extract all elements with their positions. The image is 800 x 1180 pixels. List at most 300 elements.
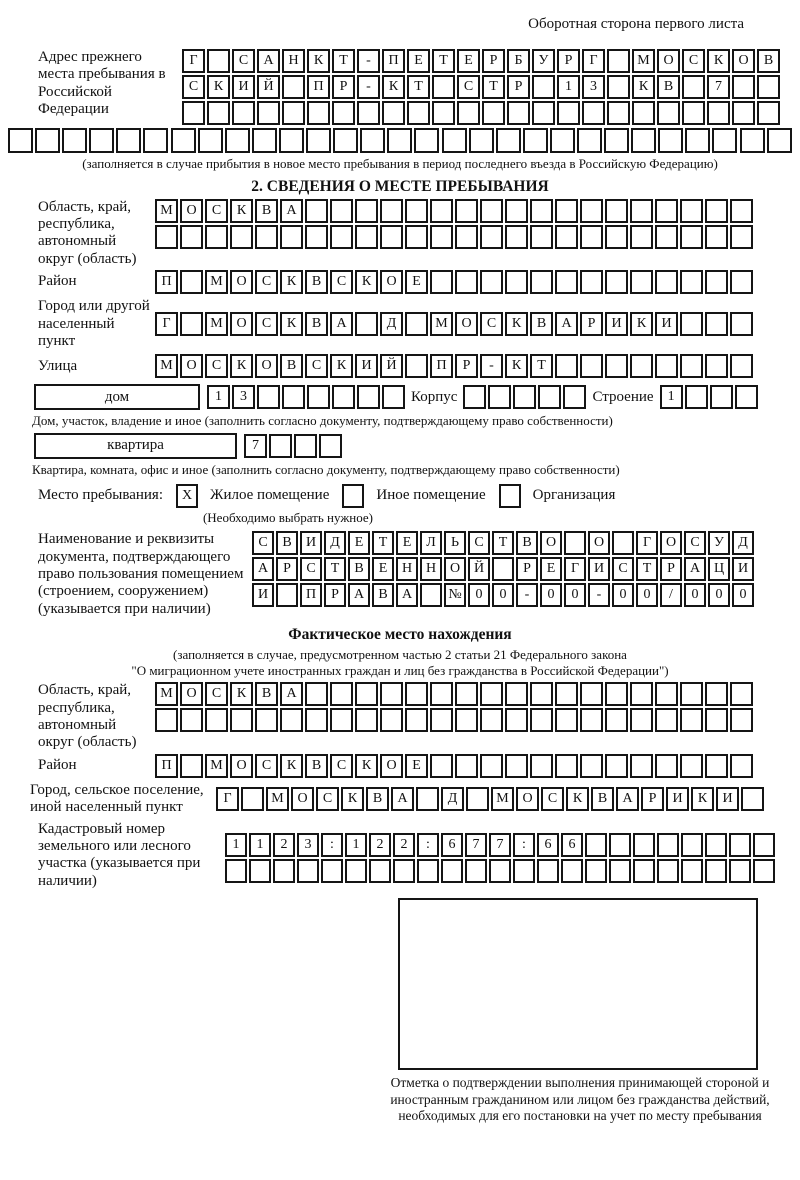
char-cell[interactable]: [705, 199, 728, 223]
char-cell[interactable]: [507, 101, 530, 125]
char-cell[interactable]: [753, 859, 775, 883]
char-cell[interactable]: В: [255, 682, 278, 706]
char-cell[interactable]: Е: [405, 754, 428, 778]
char-cell[interactable]: К: [341, 787, 364, 811]
char-cell[interactable]: [630, 270, 653, 294]
char-cell[interactable]: И: [605, 312, 628, 336]
char-cell[interactable]: [155, 225, 178, 249]
char-cell[interactable]: [505, 270, 528, 294]
char-cell[interactable]: Д: [732, 531, 754, 555]
char-cell[interactable]: С: [468, 531, 490, 555]
char-cell[interactable]: О: [455, 312, 478, 336]
char-cell[interactable]: [430, 199, 453, 223]
char-cell[interactable]: [35, 128, 60, 153]
char-cell[interactable]: Е: [407, 49, 430, 73]
char-cell[interactable]: [505, 754, 528, 778]
char-cell[interactable]: [482, 101, 505, 125]
char-cell[interactable]: К: [355, 754, 378, 778]
char-cell[interactable]: [607, 49, 630, 73]
char-cell[interactable]: 6: [561, 833, 583, 857]
char-cell[interactable]: К: [707, 49, 730, 73]
char-cell[interactable]: Д: [441, 787, 464, 811]
char-cell[interactable]: В: [276, 531, 298, 555]
char-cell[interactable]: [393, 859, 415, 883]
char-cell[interactable]: [405, 199, 428, 223]
char-cell[interactable]: В: [305, 312, 328, 336]
char-cell[interactable]: [732, 75, 755, 99]
char-cell[interactable]: [333, 128, 358, 153]
char-cell[interactable]: И: [666, 787, 689, 811]
char-cell[interactable]: Т: [432, 49, 455, 73]
char-cell[interactable]: [655, 225, 678, 249]
char-cell[interactable]: [180, 708, 203, 732]
char-cell[interactable]: [680, 199, 703, 223]
char-cell[interactable]: 1: [207, 385, 230, 409]
char-cell[interactable]: 6: [537, 833, 559, 857]
char-cell[interactable]: [387, 128, 412, 153]
char-cell[interactable]: [255, 225, 278, 249]
char-cell[interactable]: [276, 583, 298, 607]
char-cell[interactable]: [757, 75, 780, 99]
char-cell[interactable]: И: [232, 75, 255, 99]
char-cell[interactable]: [630, 708, 653, 732]
char-cell[interactable]: [430, 682, 453, 706]
char-cell[interactable]: Т: [636, 557, 658, 581]
char-cell[interactable]: [530, 225, 553, 249]
char-cell[interactable]: 0: [732, 583, 754, 607]
char-cell[interactable]: А: [555, 312, 578, 336]
char-cell[interactable]: [62, 128, 87, 153]
char-cell[interactable]: 0: [540, 583, 562, 607]
char-cell[interactable]: [680, 312, 703, 336]
char-cell[interactable]: О: [380, 754, 403, 778]
char-cell[interactable]: [577, 128, 602, 153]
char-cell[interactable]: [530, 682, 553, 706]
char-cell[interactable]: Т: [372, 531, 394, 555]
char-cell[interactable]: С: [300, 557, 322, 581]
char-cell[interactable]: С: [252, 531, 274, 555]
char-cell[interactable]: С: [255, 270, 278, 294]
char-cell[interactable]: Р: [324, 583, 346, 607]
char-cell[interactable]: [730, 708, 753, 732]
char-cell[interactable]: [405, 312, 428, 336]
char-cell[interactable]: П: [300, 583, 322, 607]
char-cell[interactable]: 1: [557, 75, 580, 99]
apartment-type-box[interactable]: квартира: [34, 433, 237, 459]
char-cell[interactable]: [420, 583, 442, 607]
char-cell[interactable]: П: [430, 354, 453, 378]
char-cell[interactable]: 0: [468, 583, 490, 607]
char-cell[interactable]: [685, 128, 710, 153]
char-cell[interactable]: 0: [564, 583, 586, 607]
char-cell[interactable]: К: [505, 312, 528, 336]
char-cell[interactable]: [705, 708, 728, 732]
char-cell[interactable]: К: [505, 354, 528, 378]
char-cell[interactable]: [605, 225, 628, 249]
char-cell[interactable]: Р: [660, 557, 682, 581]
char-cell[interactable]: К: [330, 354, 353, 378]
char-cell[interactable]: [681, 859, 703, 883]
char-cell[interactable]: [530, 199, 553, 223]
char-cell[interactable]: [682, 75, 705, 99]
char-cell[interactable]: О: [516, 787, 539, 811]
char-cell[interactable]: [89, 128, 114, 153]
char-cell[interactable]: О: [180, 199, 203, 223]
char-cell[interactable]: [582, 101, 605, 125]
char-cell[interactable]: -: [357, 75, 380, 99]
char-cell[interactable]: [305, 682, 328, 706]
char-cell[interactable]: С: [205, 682, 228, 706]
char-cell[interactable]: [632, 101, 655, 125]
char-cell[interactable]: Г: [582, 49, 605, 73]
char-cell[interactable]: М: [205, 754, 228, 778]
char-cell[interactable]: [282, 101, 305, 125]
char-cell[interactable]: В: [280, 354, 303, 378]
char-cell[interactable]: [414, 128, 439, 153]
char-cell[interactable]: [430, 225, 453, 249]
char-cell[interactable]: Л: [420, 531, 442, 555]
char-cell[interactable]: Т: [324, 557, 346, 581]
char-cell[interactable]: [305, 199, 328, 223]
char-cell[interactable]: 7: [465, 833, 487, 857]
char-cell[interactable]: [306, 128, 331, 153]
char-cell[interactable]: [730, 225, 753, 249]
char-cell[interactable]: [345, 859, 367, 883]
char-cell[interactable]: [180, 225, 203, 249]
char-cell[interactable]: [455, 199, 478, 223]
char-cell[interactable]: [705, 833, 727, 857]
char-cell[interactable]: [355, 199, 378, 223]
char-cell[interactable]: [480, 682, 503, 706]
char-cell[interactable]: [321, 859, 343, 883]
char-cell[interactable]: [633, 859, 655, 883]
char-cell[interactable]: И: [588, 557, 610, 581]
char-cell[interactable]: 0: [636, 583, 658, 607]
char-cell[interactable]: Г: [216, 787, 239, 811]
char-cell[interactable]: [513, 859, 535, 883]
char-cell[interactable]: [405, 682, 428, 706]
char-cell[interactable]: Р: [516, 557, 538, 581]
char-cell[interactable]: К: [307, 49, 330, 73]
char-cell[interactable]: [430, 270, 453, 294]
char-cell[interactable]: К: [280, 754, 303, 778]
char-cell[interactable]: [505, 225, 528, 249]
char-cell[interactable]: [180, 754, 203, 778]
char-cell[interactable]: [330, 708, 353, 732]
char-cell[interactable]: [405, 708, 428, 732]
char-cell[interactable]: [604, 128, 629, 153]
char-cell[interactable]: [455, 682, 478, 706]
char-cell[interactable]: [630, 225, 653, 249]
char-cell[interactable]: [555, 199, 578, 223]
char-cell[interactable]: [496, 128, 521, 153]
char-cell[interactable]: [241, 787, 264, 811]
char-cell[interactable]: [269, 434, 292, 458]
char-cell[interactable]: [489, 859, 511, 883]
char-cell[interactable]: В: [530, 312, 553, 336]
char-cell[interactable]: Н: [420, 557, 442, 581]
char-cell[interactable]: [561, 859, 583, 883]
char-cell[interactable]: [280, 708, 303, 732]
stay-type-checkbox-residential[interactable]: X: [176, 484, 198, 508]
char-cell[interactable]: [480, 708, 503, 732]
char-cell[interactable]: [143, 128, 168, 153]
char-cell[interactable]: А: [257, 49, 280, 73]
char-cell[interactable]: [432, 101, 455, 125]
char-cell[interactable]: 1: [345, 833, 367, 857]
house-type-box[interactable]: дом: [34, 384, 200, 410]
char-cell[interactable]: [155, 708, 178, 732]
char-cell[interactable]: Д: [380, 312, 403, 336]
char-cell[interactable]: [631, 128, 656, 153]
char-cell[interactable]: С: [305, 354, 328, 378]
char-cell[interactable]: [705, 270, 728, 294]
char-cell[interactable]: [555, 682, 578, 706]
char-cell[interactable]: [563, 385, 586, 409]
char-cell[interactable]: Е: [372, 557, 394, 581]
stay-type-checkbox-organization[interactable]: [499, 484, 521, 508]
char-cell[interactable]: И: [655, 312, 678, 336]
char-cell[interactable]: К: [632, 75, 655, 99]
char-cell[interactable]: Т: [530, 354, 553, 378]
char-cell[interactable]: [330, 682, 353, 706]
char-cell[interactable]: И: [300, 531, 322, 555]
char-cell[interactable]: С: [205, 199, 228, 223]
char-cell[interactable]: [630, 199, 653, 223]
char-cell[interactable]: [417, 859, 439, 883]
char-cell[interactable]: К: [280, 312, 303, 336]
char-cell[interactable]: [685, 385, 708, 409]
char-cell[interactable]: [407, 101, 430, 125]
char-cell[interactable]: [605, 682, 628, 706]
char-cell[interactable]: [280, 225, 303, 249]
char-cell[interactable]: [580, 225, 603, 249]
char-cell[interactable]: [707, 101, 730, 125]
char-cell[interactable]: [732, 101, 755, 125]
char-cell[interactable]: [705, 312, 728, 336]
char-cell[interactable]: [555, 354, 578, 378]
char-cell[interactable]: [705, 354, 728, 378]
char-cell[interactable]: [480, 199, 503, 223]
char-cell[interactable]: -: [480, 354, 503, 378]
char-cell[interactable]: П: [307, 75, 330, 99]
char-cell[interactable]: О: [444, 557, 466, 581]
char-cell[interactable]: [380, 682, 403, 706]
char-cell[interactable]: [319, 434, 342, 458]
char-cell[interactable]: [580, 708, 603, 732]
char-cell[interactable]: [532, 75, 555, 99]
char-cell[interactable]: И: [355, 354, 378, 378]
char-cell[interactable]: С: [232, 49, 255, 73]
char-cell[interactable]: С: [612, 557, 634, 581]
char-cell[interactable]: [257, 101, 280, 125]
char-cell[interactable]: Р: [276, 557, 298, 581]
char-cell[interactable]: [466, 787, 489, 811]
char-cell[interactable]: Й: [468, 557, 490, 581]
char-cell[interactable]: 3: [232, 385, 255, 409]
char-cell[interactable]: О: [230, 312, 253, 336]
char-cell[interactable]: К: [230, 682, 253, 706]
char-cell[interactable]: С: [684, 531, 706, 555]
char-cell[interactable]: М: [491, 787, 514, 811]
char-cell[interactable]: Р: [332, 75, 355, 99]
char-cell[interactable]: [225, 128, 250, 153]
char-cell[interactable]: С: [182, 75, 205, 99]
char-cell[interactable]: [171, 128, 196, 153]
char-cell[interactable]: [612, 531, 634, 555]
char-cell[interactable]: [357, 101, 380, 125]
char-cell[interactable]: [605, 708, 628, 732]
char-cell[interactable]: [430, 708, 453, 732]
char-cell[interactable]: [455, 225, 478, 249]
char-cell[interactable]: [655, 354, 678, 378]
char-cell[interactable]: [607, 75, 630, 99]
char-cell[interactable]: [207, 101, 230, 125]
char-cell[interactable]: [680, 225, 703, 249]
char-cell[interactable]: Й: [257, 75, 280, 99]
char-cell[interactable]: [735, 385, 758, 409]
char-cell[interactable]: [180, 270, 203, 294]
char-cell[interactable]: М: [205, 270, 228, 294]
char-cell[interactable]: [680, 754, 703, 778]
char-cell[interactable]: О: [660, 531, 682, 555]
char-cell[interactable]: Р: [482, 49, 505, 73]
char-cell[interactable]: [585, 833, 607, 857]
char-cell[interactable]: [249, 859, 271, 883]
char-cell[interactable]: [457, 101, 480, 125]
char-cell[interactable]: [655, 682, 678, 706]
char-cell[interactable]: [705, 682, 728, 706]
char-cell[interactable]: [729, 859, 751, 883]
char-cell[interactable]: [480, 225, 503, 249]
char-cell[interactable]: А: [280, 199, 303, 223]
stay-type-checkbox-other-premises[interactable]: [342, 484, 364, 508]
char-cell[interactable]: С: [457, 75, 480, 99]
char-cell[interactable]: [580, 270, 603, 294]
char-cell[interactable]: [605, 754, 628, 778]
char-cell[interactable]: 1: [660, 385, 683, 409]
char-cell[interactable]: К: [230, 199, 253, 223]
char-cell[interactable]: [330, 225, 353, 249]
char-cell[interactable]: [432, 75, 455, 99]
char-cell[interactable]: [273, 859, 295, 883]
char-cell[interactable]: [282, 75, 305, 99]
char-cell[interactable]: :: [417, 833, 439, 857]
char-cell[interactable]: В: [305, 270, 328, 294]
char-cell[interactable]: С: [541, 787, 564, 811]
char-cell[interactable]: Т: [482, 75, 505, 99]
char-cell[interactable]: Р: [580, 312, 603, 336]
char-cell[interactable]: [710, 385, 733, 409]
char-cell[interactable]: Е: [348, 531, 370, 555]
char-cell[interactable]: [230, 708, 253, 732]
char-cell[interactable]: [655, 754, 678, 778]
char-cell[interactable]: О: [230, 754, 253, 778]
char-cell[interactable]: [330, 199, 353, 223]
char-cell[interactable]: [355, 708, 378, 732]
char-cell[interactable]: Н: [282, 49, 305, 73]
char-cell[interactable]: [455, 708, 478, 732]
char-cell[interactable]: [355, 682, 378, 706]
char-cell[interactable]: [767, 128, 792, 153]
char-cell[interactable]: С: [480, 312, 503, 336]
char-cell[interactable]: [555, 225, 578, 249]
char-cell[interactable]: [741, 787, 764, 811]
char-cell[interactable]: [655, 708, 678, 732]
char-cell[interactable]: [382, 385, 405, 409]
char-cell[interactable]: Т: [492, 531, 514, 555]
char-cell[interactable]: С: [205, 354, 228, 378]
char-cell[interactable]: Й: [380, 354, 403, 378]
char-cell[interactable]: [279, 128, 304, 153]
char-cell[interactable]: А: [684, 557, 706, 581]
char-cell[interactable]: [305, 225, 328, 249]
char-cell[interactable]: [564, 531, 586, 555]
char-cell[interactable]: [463, 385, 486, 409]
char-cell[interactable]: О: [380, 270, 403, 294]
char-cell[interactable]: [332, 101, 355, 125]
char-cell[interactable]: [332, 385, 355, 409]
char-cell[interactable]: [480, 754, 503, 778]
char-cell[interactable]: В: [516, 531, 538, 555]
char-cell[interactable]: [605, 354, 628, 378]
char-cell[interactable]: О: [732, 49, 755, 73]
char-cell[interactable]: [532, 101, 555, 125]
char-cell[interactable]: М: [205, 312, 228, 336]
char-cell[interactable]: [681, 833, 703, 857]
char-cell[interactable]: Г: [564, 557, 586, 581]
char-cell[interactable]: [182, 101, 205, 125]
char-cell[interactable]: А: [396, 583, 418, 607]
char-cell[interactable]: О: [657, 49, 680, 73]
char-cell[interactable]: Ц: [708, 557, 730, 581]
char-cell[interactable]: [442, 128, 467, 153]
char-cell[interactable]: -: [357, 49, 380, 73]
char-cell[interactable]: М: [155, 199, 178, 223]
char-cell[interactable]: [585, 859, 607, 883]
char-cell[interactable]: [307, 101, 330, 125]
char-cell[interactable]: [538, 385, 561, 409]
char-cell[interactable]: [555, 754, 578, 778]
char-cell[interactable]: [357, 385, 380, 409]
char-cell[interactable]: [416, 787, 439, 811]
char-cell[interactable]: /: [660, 583, 682, 607]
char-cell[interactable]: [657, 859, 679, 883]
char-cell[interactable]: А: [616, 787, 639, 811]
char-cell[interactable]: [705, 754, 728, 778]
char-cell[interactable]: :: [513, 833, 535, 857]
char-cell[interactable]: К: [280, 270, 303, 294]
char-cell[interactable]: 0: [684, 583, 706, 607]
char-cell[interactable]: Р: [455, 354, 478, 378]
char-cell[interactable]: [655, 270, 678, 294]
char-cell[interactable]: [633, 833, 655, 857]
char-cell[interactable]: [730, 270, 753, 294]
char-cell[interactable]: Д: [324, 531, 346, 555]
char-cell[interactable]: В: [372, 583, 394, 607]
char-cell[interactable]: [252, 128, 277, 153]
char-cell[interactable]: 7: [489, 833, 511, 857]
char-cell[interactable]: М: [632, 49, 655, 73]
char-cell[interactable]: 2: [393, 833, 415, 857]
char-cell[interactable]: М: [266, 787, 289, 811]
char-cell[interactable]: [8, 128, 33, 153]
char-cell[interactable]: В: [255, 199, 278, 223]
char-cell[interactable]: [555, 708, 578, 732]
char-cell[interactable]: 0: [492, 583, 514, 607]
char-cell[interactable]: С: [316, 787, 339, 811]
char-cell[interactable]: П: [382, 49, 405, 73]
